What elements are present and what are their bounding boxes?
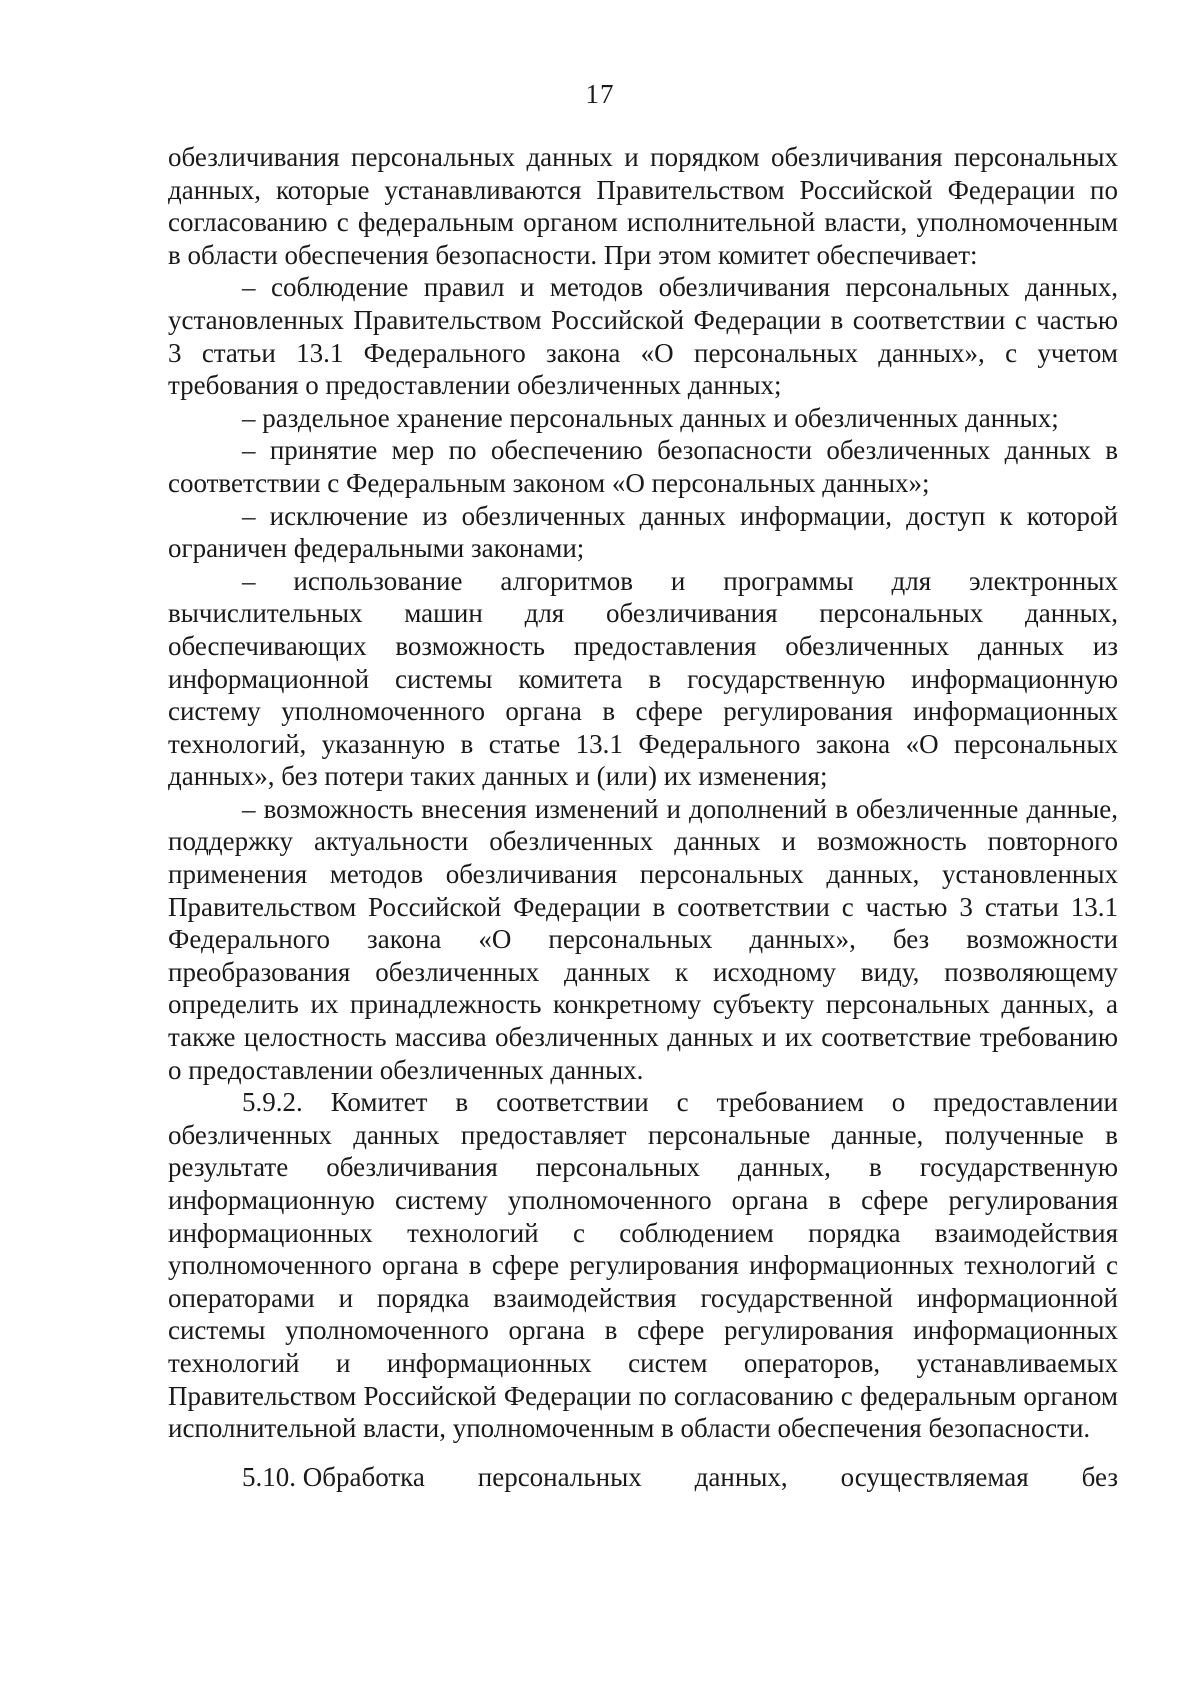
paragraph-5-9-2: 5.9.2. Комитет в соответствии с требованием о предоставлении обезличенных данных предоставляет персональные данные, полученные в результате обезличивания персональных данных, в государственную информационную систему уполномоченного органа в сфере регулирования информационных технологий с соблюдением порядка взаимодействия уполномоченного органа в сфере регулирования информационных технологий с операторами и порядка взаимодействия государственной информационной системы уполномоченного органа в сфере регулирования информационных технологий и информационных систем операторов, устанавливаемых Правительством Российской Федерации по согласованию с федеральным органом исполнительной власти, уполномоченным в области обеспечения безопасности. — [168, 1087, 1118, 1444]
page-number: 17 — [585, 79, 615, 109]
document-body — [168, 141, 1118, 1493]
list-item-modifications: – возможность внесения изменений и дополнений в обезличенные данные, поддержку актуальности обезличенных данных и возможность повторного применения методов обезличивания персональных данных, установленных Правительством Российской Федерации в соответствии с частью 3 статьи 13.1 Федерального закона «О персональных данных», без возможности преобразования обезличенных данных к исходному виду, позволяющему определить их принадлежность конкретному субъекту персональных данных, а также целостность массива обезличенных данных и их соответствие требованию о предоставлении обезличенных данных. — [168, 793, 1118, 1085]
list-item-rules-compliance: – соблюдение правил и методов обезличивания персональных данных, установленных Правительством Российской Федерации в соответствии с частью 3 статьи 13.1 Федерального закона «О персональных данных», с учетом требования о предоставлении обезличенных данных; — [168, 272, 1118, 401]
list-item-exclusion: – исключение из обезличенных данных информации, доступ к которой ограничен федеральными законами; — [168, 500, 1118, 564]
paragraph-5-10-start — [168, 1461, 1118, 1494]
final-word: данных, — [694, 1461, 788, 1492]
final-word: осуществляемая — [840, 1461, 1029, 1492]
list-item-algorithms: – использование алгоритмов и программы для электронных вычислительных машин для обезличивания персональных данных, обеспечивающих возможность предоставления обезличенных данных из информационной системы комитета в государственную информационную систему уполномоченного органа в сфере регулирования информационных технологий, указанную в статье 13.1 Федерального закона «О персональных данных», без потери таких данных и (или) их изменения; — [168, 565, 1118, 792]
final-word: персональных — [477, 1461, 642, 1492]
final-word: без — [1081, 1461, 1118, 1492]
list-item-security-measures: – принятие мер по обеспечению безопасности обезличенных данных в соответствии с Федеральным законом «О персональных данных»; — [168, 435, 1118, 498]
final-word: 5.10. Обработка — [242, 1461, 425, 1492]
paragraph-continuation: обезличивания персональных данных и порядком обезличивания персональных данных, которые устанавливаются Правительством Российской Федерации по согласованию с федеральным органом исполнительной власти, уполномоченным в области обеспечения безопасности. При этом комитет обеспечивает: — [168, 142, 1118, 270]
list-item-separate-storage: – раздельное хранение персональных данных и обезличенных данных; — [242, 402, 1059, 433]
